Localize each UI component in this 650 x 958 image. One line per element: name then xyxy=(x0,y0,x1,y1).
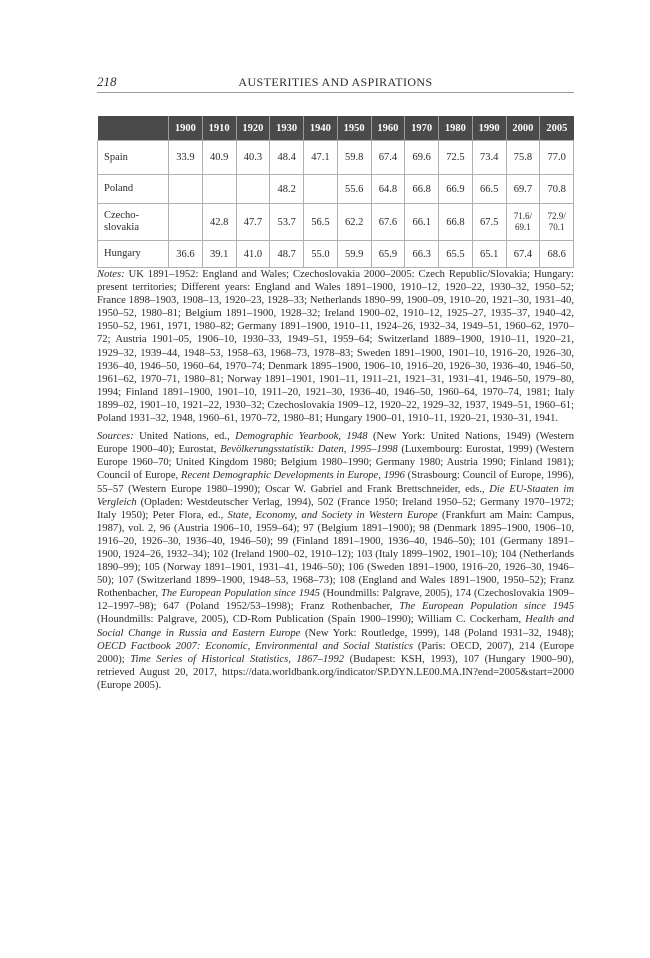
table-cell: 68.6 xyxy=(540,241,574,268)
source-title: Time Series of Historical Statistics, 1867–1992 xyxy=(130,653,345,665)
table-cell: 69.6 xyxy=(405,141,439,175)
table-header-row xyxy=(98,116,574,141)
table-cell xyxy=(236,175,270,204)
row-label: Spain xyxy=(98,141,169,175)
column-header: 1920 xyxy=(236,116,270,141)
table-cell: 48.2 xyxy=(270,175,304,204)
notes-label: Notes: xyxy=(97,269,125,280)
table-cell: 66.8 xyxy=(439,204,473,241)
sources-label: Sources: xyxy=(97,431,134,443)
table-cell: 73.4 xyxy=(472,141,506,175)
sources-paragraph xyxy=(97,430,574,692)
table-cell: 47.1 xyxy=(304,141,338,175)
table-cell-split xyxy=(506,204,540,241)
table-cell: 56.5 xyxy=(304,204,338,241)
row-label: Poland xyxy=(98,175,169,204)
table-cell: 65.9 xyxy=(371,241,405,268)
source-title: OECD Factbook 2007: Economic, Environmental and Social Statistics xyxy=(97,640,414,652)
table-cell: 77.0 xyxy=(540,141,574,175)
table-cell: 41.0 xyxy=(236,241,270,268)
table-cell: 66.9 xyxy=(439,175,473,204)
split-value-top: 72.9/ xyxy=(547,211,566,221)
page-number: 218 xyxy=(97,74,117,89)
table-cell: 66.1 xyxy=(405,204,439,241)
table-cell: 59.9 xyxy=(337,241,371,268)
row-label xyxy=(98,204,169,241)
column-header: 2000 xyxy=(506,116,540,141)
column-header: 1980 xyxy=(439,116,473,141)
table-cell: 42.8 xyxy=(202,204,236,241)
source-text: (New York: Routledge, 1999), 148 (Poland 1931–32, 1948); xyxy=(300,627,574,639)
source-title: Demographic Yearbook, 1948 xyxy=(235,431,368,443)
table-cell: 59.8 xyxy=(337,141,371,175)
life-expectancy-table xyxy=(97,116,574,268)
split-value-bottom: 70.1 xyxy=(548,222,565,232)
column-header: 1930 xyxy=(270,116,304,141)
running-title: AUSTERITIES AND ASPIRATIONS xyxy=(238,75,433,89)
source-text: (Houndmills: Palgrave, 2005), 174 (Czechoslovakia 1909–12–1997–98); 647 (Poland 1952/53–1998); Franz Rothenbacher, xyxy=(97,588,574,613)
column-header: 1910 xyxy=(202,116,236,141)
column-header: 1970 xyxy=(405,116,439,141)
source-title: Die EU-Staaten im Vergleich xyxy=(97,483,574,508)
source-title: Recent Demographic Developments in Europe, 1996 xyxy=(180,470,405,482)
table-cell: 40.9 xyxy=(202,141,236,175)
row-label-line: slovakia xyxy=(104,222,139,233)
source-title: State, Economy, and Society in Western Europe xyxy=(227,509,438,521)
table-cell: 65.5 xyxy=(439,241,473,268)
source-text: (Houndmills: Palgrave, 2005), CD-Rom Publication (Spain 1900–1990); William C. Cockerham, xyxy=(97,614,526,626)
table-row-czechoslovakia xyxy=(98,204,574,241)
column-header: 1940 xyxy=(304,116,338,141)
source-text: (Paris: OECD, 2007), 214 (Europe 2000); xyxy=(97,640,574,665)
table-cell: 48.7 xyxy=(270,241,304,268)
source-text: (Strasbourg: Council of Europe, 1996), 55–57 (Western Europe 1980–1990); Oscar W. Gabriel and Frank Brettschneider, eds., xyxy=(97,470,574,495)
source-text: (Opladen: Westdeutscher Verlag, 1994), 502 (France 1950; Ireland 1950–52; Germany 1970–1972; Italy 1950); Peter Flora, ed., xyxy=(97,496,574,521)
column-header: 1960 xyxy=(371,116,405,141)
source-text: (Budapest: KSH, 1993), 107 (Hungary 1900–90), retrieved August 20, 2017, https://data.worldbank.org/indicator/SP.DYN.LE00.MA.IN?end=2005&start=2000 (Europe 2005). xyxy=(97,653,575,691)
table-cell: 66.3 xyxy=(405,241,439,268)
split-value-top: 71.6/ xyxy=(513,211,532,221)
table-cell: 48.4 xyxy=(270,141,304,175)
table-cell: 33.9 xyxy=(169,141,203,175)
row-label: Hungary xyxy=(98,241,169,268)
table-cell: 72.5 xyxy=(439,141,473,175)
source-text: (New York: United Nations, 1949) (Western Europe 1900–40); Eurostat, xyxy=(97,431,574,456)
source-title: The European Population since 1945 xyxy=(399,601,574,613)
table-cell: 47.7 xyxy=(236,204,270,241)
table-cell: 67.4 xyxy=(506,241,540,268)
table-cell xyxy=(169,204,203,241)
source-text: United Nations, ed., xyxy=(133,431,236,443)
table-cell: 64.8 xyxy=(371,175,405,204)
table-cell-split xyxy=(540,204,574,241)
column-header: 2005 xyxy=(540,116,574,141)
notes-paragraph xyxy=(97,268,574,425)
source-text: (Frankfurt am Main: Campus, 1987), vol. 2, 96 (Austria 1906–10, 1959–64); 97 (Belgium 1891–1900); 98 (Denmark 1895–1900, 1906–10, 1916–20, 1926–30, 1936–40, 1946–50); 99 (Finland 1891–1900, 1936–40, 1946–50); 101 (Germany 1891–1900, 1924–26, 1932–34); 102 (Ireland 1900–02, 1910–12); 103 (Italy 1899–1902, 1901–10); 104 (Netherlands 1890–99); 105 (Norway 1891–1901, 1931–41, 1946–50); 106 (Sweden 1891–1900, 1916–20, 1926–30, 1946–50); 107 (Switzerland 1899–1900, 1948–53, 1968–73); 108 (England and Wales 1891–1900, 1950–52); Franz Rothenbacher, xyxy=(97,509,575,600)
row-label-line: Czecho- xyxy=(104,210,139,221)
table-cell: 40.3 xyxy=(236,141,270,175)
column-header xyxy=(98,116,169,141)
table-notes xyxy=(97,268,574,697)
page-header xyxy=(97,74,574,93)
table-cell: 75.8 xyxy=(506,141,540,175)
table-cell: 67.4 xyxy=(371,141,405,175)
table-cell xyxy=(169,175,203,204)
table-cell: 53.7 xyxy=(270,204,304,241)
notes-text: UK 1891–1952: England and Wales; Czechoslovakia 2000–2005: Czech Republic/Slovakia; Hungary: present territories; Different years: England and Wales 1891–1900, 1910–12, 1920–22, 1930–32, 1950–52; France 1898–1903, 1908–13, 1920–23, 1928–33; Netherlands 1890–99, 1900–09, 1910–20, 1921–30, 1931–40, 1950–52, 1980–81; Belgium 1891–1900, 1928–32; Ireland 1900–02, 1910–12, 1925–27, 1935–37, 1940–42, 1950–52, 1961, 1971, 1980–82; Germany 1891–1900, 1910–11, 1924–26, 1932–34, 1949–51, 1960–62, 1970–72; Austria 1901–05, 1906–10, 1930–33, 1949–51, 1959–64; Switzerland 1889–1900, 1910–11, 1920–21, 1929–32, 1939–44, 1948–53, 1958–63, 1968–73, 1978–83; Sweden 1891–1900, 1901–10, 1916–20, 1926–30, 1936–40, 1946–50, 1960–64, 1970–74; Denmark 1895–1900, 1906–10, 1916–20, 1926–30, 1936–40, 1946–50, 1961–62, 1970–71, 1980–81; Norway 1891–1901, 1901–11, 1911–21, 1921–31, 1931–41, 1946–50, 1979–80, 1994; Finland 1891–1900, 1901–10, 1911–20, 1921–30, 1936–40, 1946–50, 1960–64, 1970–74, 1981; Italy 1899–02, 1901–10, 1921–22, 1930–32; Czechoslovakia 1909–12, 1920–22, 1929–32, 1937, 1949–51, 1960–61; Poland 1931–32, 1948, 1960–61, 1970–72, 1980–81; Hungary 1900–01, 1910–11, 1920–21, 1930–31, 1941. xyxy=(97,269,574,425)
table-cell: 62.2 xyxy=(337,204,371,241)
column-header: 1950 xyxy=(337,116,371,141)
table-cell: 67.5 xyxy=(472,204,506,241)
table-cell: 66.5 xyxy=(472,175,506,204)
table-cell: 70.8 xyxy=(540,175,574,204)
table-cell: 55.0 xyxy=(304,241,338,268)
table-cell: 67.6 xyxy=(371,204,405,241)
table-cell: 39.1 xyxy=(202,241,236,268)
source-title: Bevölkerungsstatistik: Daten, 1995–1998 xyxy=(220,444,398,456)
column-header: 1900 xyxy=(169,116,203,141)
table-cell: 55.6 xyxy=(337,175,371,204)
table-row-poland xyxy=(98,175,574,204)
table-cell: 66.8 xyxy=(405,175,439,204)
table-row-spain xyxy=(98,141,574,175)
source-title: Health and Social Change in Russia and Eastern Europe xyxy=(97,614,575,639)
table-cell xyxy=(202,175,236,204)
source-title: The European Population since 1945 xyxy=(160,588,320,600)
table-cell: 69.7 xyxy=(506,175,540,204)
table-cell: 36.6 xyxy=(169,241,203,268)
split-value-bottom: 69.1 xyxy=(515,222,531,232)
table-row-hungary xyxy=(98,241,574,268)
source-text: (Luxembourg: Eurostat, 1999) (Western Europe 1960–70; United Kingdom 1980; Belgium 1980–1990; Germany 1980; Austria 1990; Finland 1981); Council of Europe, xyxy=(97,444,574,482)
table-cell xyxy=(304,175,338,204)
table-cell: 65.1 xyxy=(472,241,506,268)
column-header: 1990 xyxy=(472,116,506,141)
